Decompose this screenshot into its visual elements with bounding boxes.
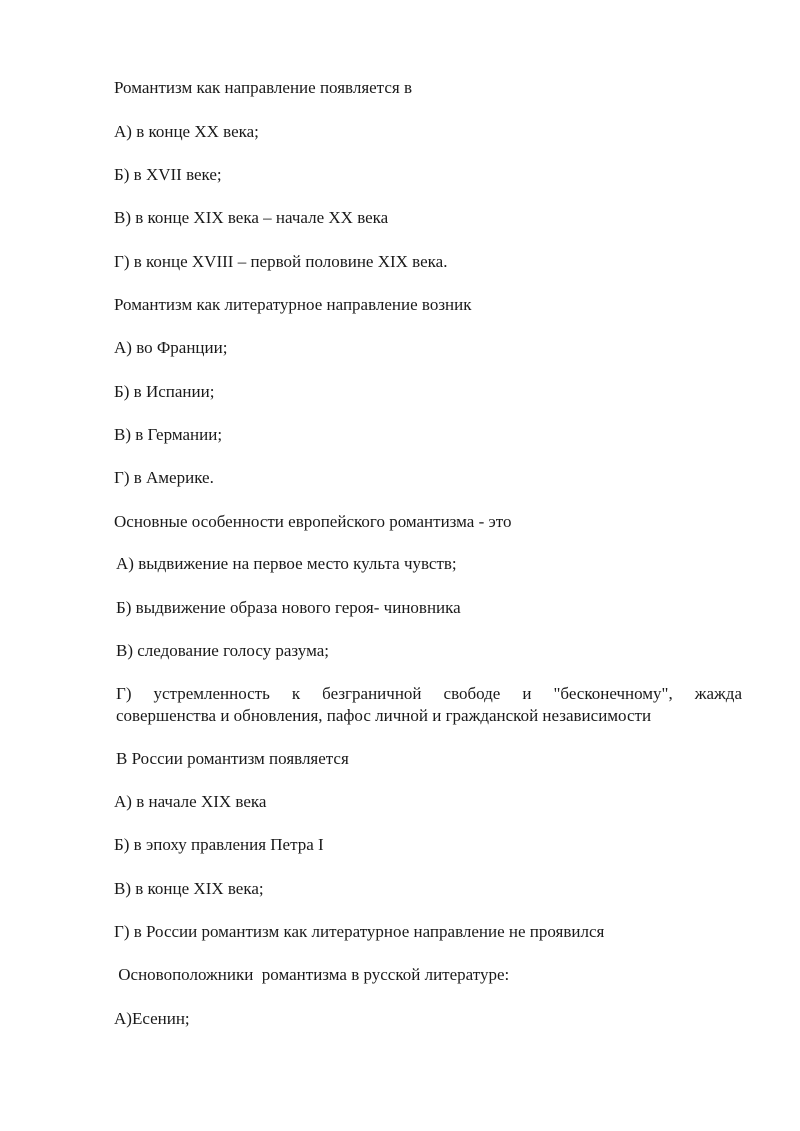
question-1-option-b: Б) в XVII веке; [114, 165, 222, 184]
question-3-option-b: Б) выдвижение образа нового героя- чиновника [116, 598, 461, 617]
question-5-text: Основоположники романтизма в русской литературе: [114, 965, 510, 984]
question-3-text: Основные особенности европейского романтизма - это [114, 512, 512, 531]
question-3-option-c: В) следование голосу разума; [116, 641, 329, 660]
question-2-option-a: А) во Франции; [114, 338, 228, 357]
question-3-option-a: А) выдвижение на первое место культа чувств; [116, 554, 457, 573]
question-1-text: Романтизм как направление появляется в [114, 78, 412, 97]
question-2-text: Романтизм как литературное направление возник [114, 295, 472, 314]
question-4-option-d: Г) в России романтизм как литературное направление не проявился [114, 922, 605, 941]
question-3-option-d-line-2: совершенства и обновления, пафос личной и гражданской независимости [116, 706, 652, 725]
question-2-option-b: Б) в Испании; [114, 382, 215, 401]
question-2-option-c: В) в Германии; [114, 425, 223, 444]
question-5-option-a: А)Есенин; [114, 1009, 190, 1028]
question-1-option-c: В) в конце XIX века – начале ХХ века [114, 208, 389, 227]
question-4-option-c: В) в конце XIX века; [114, 879, 264, 898]
question-3-option-d-line-1: Г) устремленность к безграничной свободе и "бесконечному", жажда [116, 684, 742, 703]
question-4-text: В России романтизм появляется [116, 749, 349, 768]
question-1-option-a: А) в конце ХХ века; [114, 122, 259, 141]
question-2-option-d: Г) в Америке. [114, 468, 214, 487]
question-4-option-a: А) в начале XIX века [114, 792, 267, 811]
question-4-option-b: Б) в эпоху правления Петра I [114, 835, 324, 854]
question-1-option-d: Г) в конце XVIII – первой половине XIX века. [114, 252, 448, 271]
question-3-option-d [116, 683, 742, 727]
